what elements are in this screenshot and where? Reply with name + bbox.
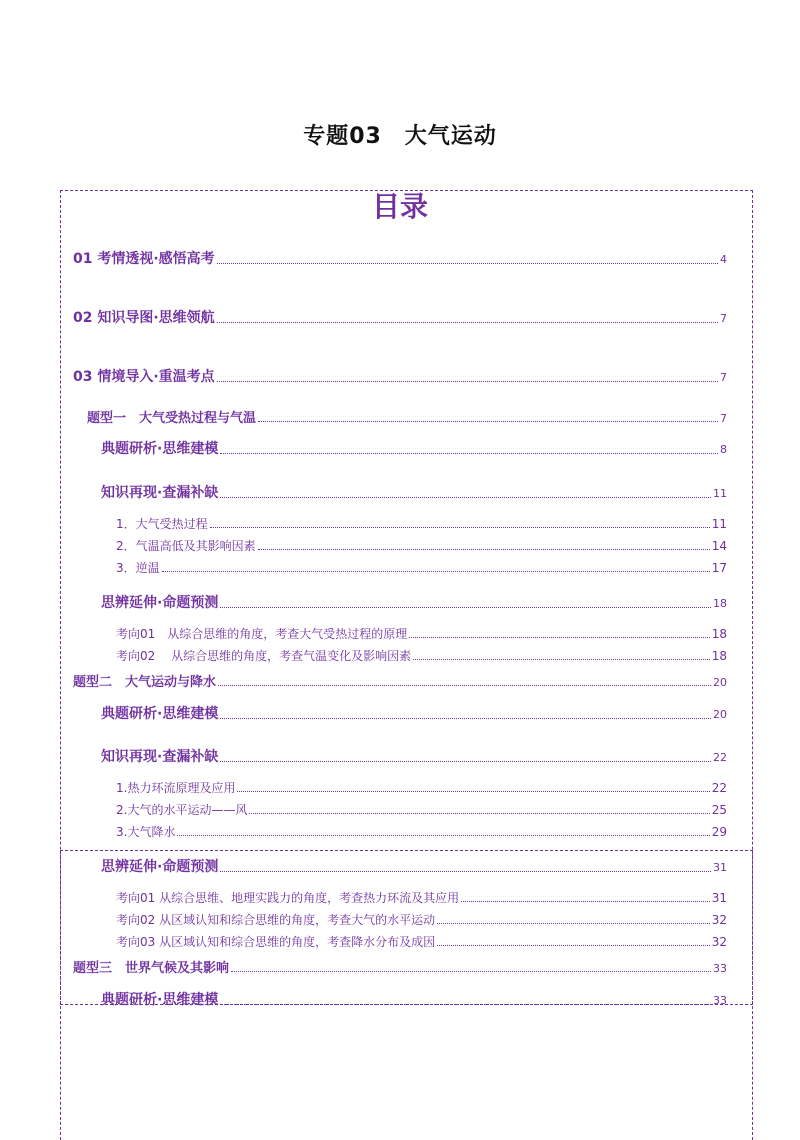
toc-entry[interactable]: [116, 933, 727, 950]
dot-leader: [217, 381, 718, 382]
dot-leader: [413, 659, 710, 660]
dot-leader: [220, 453, 718, 454]
toc-entry-page: 18: [713, 597, 727, 610]
toc-entry[interactable]: [87, 407, 727, 426]
toc-entry[interactable]: [101, 438, 727, 458]
dot-leader: [258, 549, 710, 550]
toc-entry[interactable]: [101, 989, 727, 1009]
dot-leader: [220, 1004, 711, 1005]
dot-leader: [218, 685, 711, 686]
toc-entry[interactable]: [73, 957, 727, 976]
toc-entry-page: 7: [720, 371, 727, 384]
toc-entry-text: 1.热力环流原理及应用: [116, 781, 236, 795]
toc-entry[interactable]: [116, 515, 727, 532]
dot-leader: [217, 322, 718, 323]
toc-entry-page: 32: [711, 935, 727, 949]
toc-entry-page: 33: [713, 994, 727, 1007]
dot-leader: [220, 871, 711, 872]
toc-entry-page: 25: [711, 803, 727, 817]
dot-leader: [437, 923, 710, 924]
toc-entry-page: 11: [713, 487, 727, 500]
toc-entry[interactable]: [73, 366, 727, 386]
toc-entry-text: 题型三 世界气候及其影响: [73, 961, 230, 976]
toc-entry-page: 29: [711, 825, 727, 839]
toc-entry-page: 22: [713, 751, 727, 764]
toc-entry[interactable]: [73, 248, 727, 268]
toc-entry-text: 2．气温高低及其影响因素: [116, 539, 256, 553]
dot-leader: [210, 527, 710, 528]
dot-leader: [231, 971, 711, 972]
toc-entry[interactable]: [101, 856, 727, 876]
toc-entry[interactable]: [116, 889, 727, 906]
toc-entry-text: 思辨延伸·命题预测: [101, 595, 219, 611]
toc-entry-page: 31: [711, 891, 727, 905]
toc-entry-page: 17: [711, 561, 727, 575]
toc-entry-page: 11: [711, 517, 727, 531]
toc-entry-text: 考向03 从区域认知和综合思维的角度，考查降水分布及成因: [116, 935, 436, 949]
toc-entry-text: 02 知识导图·思维领航: [73, 310, 215, 326]
toc-entry-page: 7: [720, 312, 727, 325]
toc-entry[interactable]: [116, 823, 727, 840]
toc-entry[interactable]: [101, 592, 727, 612]
toc-entry[interactable]: [73, 671, 727, 690]
toc-entry-page: 14: [711, 539, 727, 553]
toc-entry-page: 18: [711, 627, 727, 641]
document-title: 专题03 大气运动: [303, 124, 497, 149]
toc-entry[interactable]: [116, 559, 727, 576]
toc-entry-text: 知识再现·查漏补缺: [101, 749, 219, 765]
toc-entry-text: 考向01 从综合思维的角度，考查大气受热过程的原理: [116, 627, 408, 641]
dot-leader: [461, 901, 710, 902]
dot-leader: [220, 718, 711, 719]
toc-entry-page: 33: [713, 962, 727, 975]
toc-entry-page: 22: [711, 781, 727, 795]
toc-entry-text: 3．逆温: [116, 561, 160, 575]
toc-entry-page: 20: [713, 676, 727, 689]
toc-entry-page: 8: [720, 443, 727, 456]
toc-entry-text: 01 考情透视·感悟高考: [73, 251, 215, 267]
dot-leader: [237, 791, 709, 792]
toc-entry-text: 1．大气受热过程: [116, 517, 208, 531]
toc-entry-text: 题型二 大气运动与降水: [73, 675, 217, 690]
dot-leader: [217, 263, 718, 264]
dot-leader: [437, 945, 710, 946]
dot-leader: [220, 607, 711, 608]
toc-entry[interactable]: [116, 911, 727, 928]
toc-entry-page: 32: [711, 913, 727, 927]
toc-entry[interactable]: [116, 625, 727, 642]
toc-entry-text: 考向02 从综合思维的角度，考查气温变化及影响因素: [116, 649, 412, 663]
toc-entry-text: 考向02 从区域认知和综合思维的角度，考查大气的水平运动: [116, 913, 436, 927]
dot-leader: [409, 637, 709, 638]
toc-entry[interactable]: [101, 482, 727, 502]
toc-entry-text: 思辨延伸·命题预测: [101, 859, 219, 875]
toc-entry-text: 3.大气降水: [116, 825, 176, 839]
toc-entry-text: 典题研析·思维建模: [101, 441, 219, 457]
toc-entry-page: 20: [713, 708, 727, 721]
dot-leader: [162, 571, 710, 572]
toc-entry-text: 典题研析·思维建模: [101, 992, 219, 1008]
toc-entry-text: 03 情境导入·重温考点: [73, 369, 215, 385]
dot-leader: [220, 497, 711, 498]
toc-entry[interactable]: [101, 746, 727, 766]
toc-entry-page: 4: [720, 253, 727, 266]
toc-entry-text: 2.大气的水平运动——风: [116, 803, 248, 817]
toc-entry-text: 典题研析·思维建模: [101, 706, 219, 722]
toc-entry[interactable]: [116, 779, 727, 796]
dot-leader: [220, 761, 711, 762]
toc-entry[interactable]: [73, 307, 727, 327]
toc-heading: 目录: [371, 190, 428, 223]
toc-entry-text: 考向01 从综合思维、地理实践力的角度，考查热力环流及其应用: [116, 891, 460, 905]
toc-entry[interactable]: [101, 703, 727, 723]
toc-entry-page: 18: [711, 649, 727, 663]
dot-leader: [258, 421, 718, 422]
toc-entry[interactable]: [116, 647, 727, 664]
toc-entry[interactable]: [116, 537, 727, 554]
toc-entry[interactable]: [116, 801, 727, 818]
toc-entry-page: 31: [713, 861, 727, 874]
toc-entry-text: 知识再现·查漏补缺: [101, 485, 219, 501]
toc-entry-text: 题型一 大气受热过程与气温: [87, 411, 257, 426]
toc-entry-page: 7: [720, 412, 727, 425]
dot-leader: [249, 813, 709, 814]
dot-leader: [177, 835, 709, 836]
